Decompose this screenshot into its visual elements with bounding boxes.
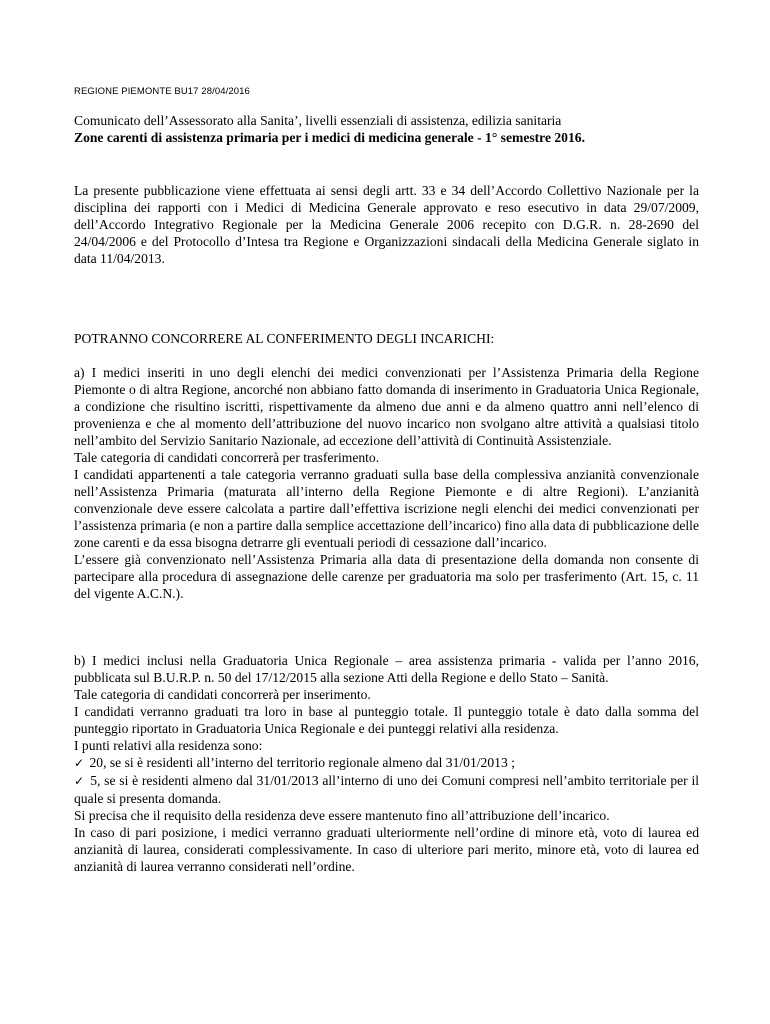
section-b-paragraph-2: Tale categoria di candidati concorrerà per inserimento. bbox=[74, 687, 371, 702]
checkmark-icon: ✓ bbox=[74, 774, 85, 788]
residence-bullet-1-text: 20, se si è residenti all’interno del territorio regionale almeno dal 31/01/2013 ; bbox=[89, 755, 515, 770]
section-a-paragraph-4: L’essere già convenzionato nell’Assistenza Primaria alla data di presentazione della domanda non consente di partecipare alla procedura di assegnazione delle carenze per graduatoria ma solo per trasferimento (Art. 15, c. 11 del vigente A.C.N.). bbox=[74, 552, 699, 601]
section-a-paragraph-2: Tale categoria di candidati concorrerà per trasferimento. bbox=[74, 450, 380, 465]
section-heading: POTRANNO CONCORRERE AL CONFERIMENTO DEGLI INCARICHI: bbox=[74, 331, 495, 346]
residence-bullet-2 bbox=[74, 772, 699, 807]
section-b-paragraph-3: I candidati verranno graduati tra loro in base al punteggio totale. Il punteggio totale è dato dalla somma del punteggio riportato in Graduatoria Unica Regionale e dei punteggi relativi alla residenza. bbox=[74, 704, 699, 736]
title-block bbox=[74, 112, 699, 146]
document-heading: Zone carenti di assistenza primaria per i medici di medicina generale - 1° semestre 2016. bbox=[74, 130, 585, 145]
section-a-paragraph-1: a) I medici inseriti in uno degli elenchi dei medici convenzionati per l’Assistenza Primaria della Regione Piemonte o di altra Regione, ancorché non abbiano fatto domanda di inserimento in Graduatoria Unica Regionale, a condizione che risultino iscritti, rispettivamente da almeno due anni e da almeno quattro anni nell’elenco di provenienza e che al momento dell’attribuzione del nuovo incarico non svolgano altre attività a qualsiasi titolo nell’ambito del Servizio Sanitario Nazionale, ad eccezione dell’attività di Continuità Assistenziale. bbox=[74, 365, 699, 448]
section-a-paragraph-3: I candidati appartenenti a tale categoria verranno graduati sulla base della complessiva anzianità convenzionale nell’Assistenza Primaria (maturata all’interno della Regione Piemonte e di altre Regioni). L’anzianità convenzionale deve essere calcolata a partire dall’effettiva iscrizione negli elenchi dei medici convenzionati per l’assistenza primaria (e non a partire dalla semplice accettazione dell’incarico) fino alla data di pubblicazione delle zone carenti e da essa bisogna detrarre gli eventuali periodi di cessazione dall’incarico. bbox=[74, 467, 699, 550]
communique-title: Comunicato dell’Assessorato alla Sanita’, livelli essenziali di assistenza, edilizia sanitaria bbox=[74, 113, 562, 128]
bulletin-reference: REGIONE PIEMONTE BU17 28/04/2016 bbox=[74, 86, 250, 97]
checkmark-icon: ✓ bbox=[74, 756, 85, 770]
residence-bullet-1 bbox=[74, 754, 699, 772]
section-b bbox=[74, 652, 699, 875]
section-b-paragraph-5: Si precisa che il requisito della residenza deve essere mantenuto fino all’attribuzione dell’incarico. bbox=[74, 808, 610, 823]
section-b-paragraph-1: b) I medici inclusi nella Graduatoria Unica Regionale – area assistenza primaria - valida per l’anno 2016, pubblicata sul B.U.R.P. n. 50 del 17/12/2015 alla sezione Atti della Regione e dello Stato – Sanità. bbox=[74, 653, 699, 685]
section-b-paragraph-4: I punti relativi alla residenza sono: bbox=[74, 738, 263, 753]
residence-bullet-2-text: 5, se si è residenti almeno dal 31/01/2013 all’interno di uno dei Comuni compresi nell’ambito territoriale per il quale si presenta domanda. bbox=[74, 773, 700, 806]
intro-paragraph: La presente pubblicazione viene effettuata ai sensi degli artt. 33 e 34 dell’Accordo Collettivo Nazionale per la disciplina dei rapporti con i Medici di Medicina Generale approvato e reso esecutivo in data 29/07/2009, dell’Accordo Integrativo Regionale per la Medicina Generale 2006 recepito con D.G.R. n. 28-2690 del 24/04/2006 e del Protocollo d’Intesa tra Regione e Organizzazioni sindacali della Medicina Generale siglato in data 11/04/2013. bbox=[74, 183, 699, 266]
section-a bbox=[74, 364, 699, 602]
section-b-paragraph-6: In caso di pari posizione, i medici verranno graduati ulteriormente nell’ordine di minore età, voto di laurea ed anzianità di laurea, considerati complessivamente. In caso di ulteriore pari merito, minore età, voto di laurea ed anzianità di laurea verranno considerati nell’ordine. bbox=[74, 825, 699, 874]
